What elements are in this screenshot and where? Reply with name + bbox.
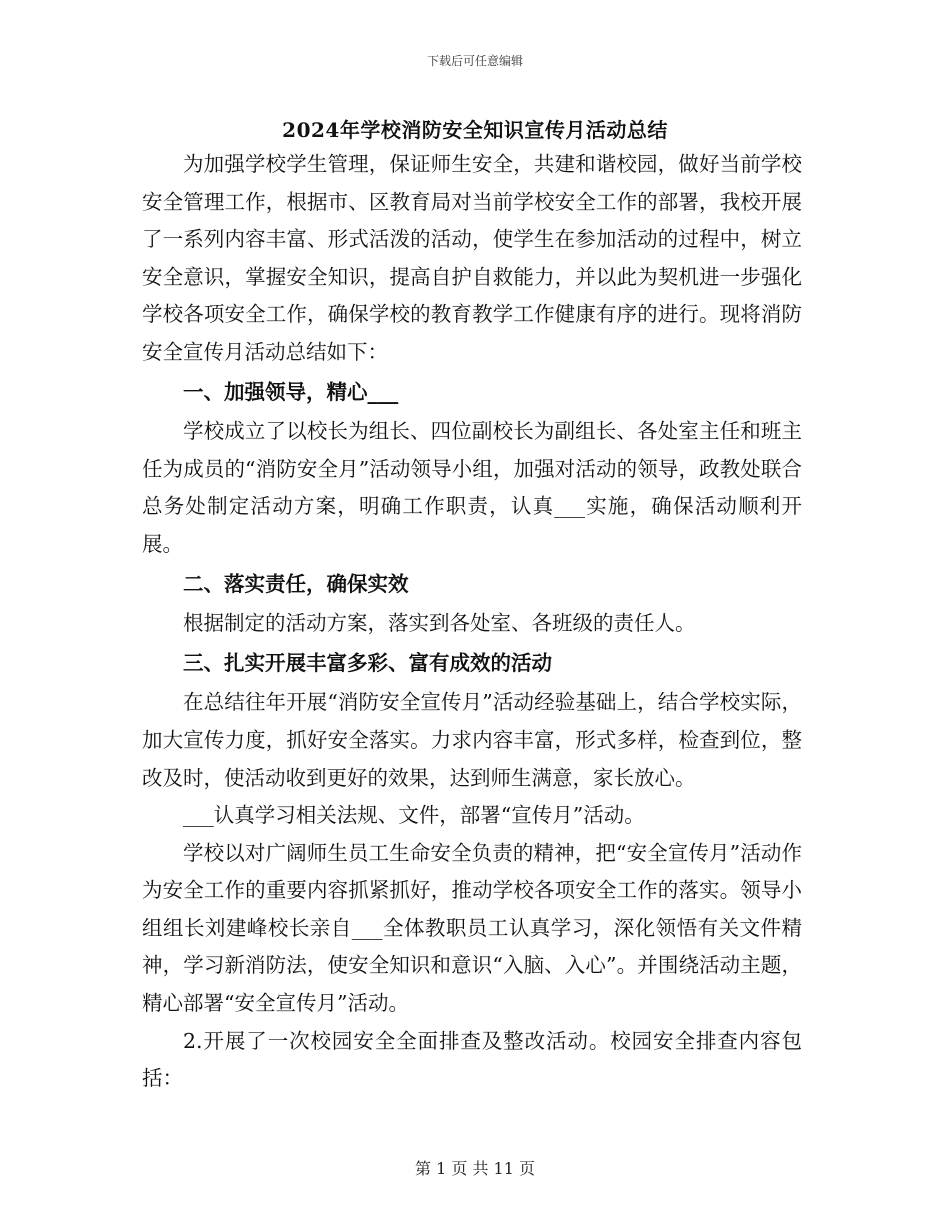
section-heading-1: 一、加强领导，精心___ xyxy=(183,379,399,404)
section-3-item-1-detail: 学校以对广阔师生员工生命安全负责的精神，把“安全宣传月”活动作为安全工作的重要内容抓紧抓好，推动学校各项安全工作的落实。领导小组组长刘建峰校长亲自___全体教职员工认真学习，深化领悟有关文件精神，学习新消防法，使安全知识和意识“入脑、入心”。并围绕活动主题，精心部署“安全宣传月”活动。 xyxy=(142,840,802,1016)
section-heading-2: 二、落实责任，确保实效 xyxy=(183,571,409,596)
intro-paragraph: 为加强学校学生管理，保证师生安全，共建和谐校园，做好当前学校安全管理工作，根据市、区教育局对当前学校安全工作的部署，我校开展了一系列内容丰富、形式活泼的活动，使学生在参加活动的过程中，树立安全意识，掌握安全知识，提高自护自救能力，并以此为契机进一步强化学校各项安全工作，确保学校的教育教学工作健康有序的进行。现将消防安全宣传月活动总结如下： xyxy=(142,152,802,364)
section-2-paragraph: 根据制定的活动方案，落实到各处室、各班级的责任人。 xyxy=(183,611,696,636)
section-3-item-2: 2.开展了一次校园安全全面排查及整改活动。校园安全排查内容包括： xyxy=(142,1028,802,1091)
document-body xyxy=(142,146,802,1098)
section-heading-3: 三、扎实开展丰富多彩、富有成效的活动 xyxy=(183,650,552,675)
header-note: 下载后可任意编辑 xyxy=(426,54,523,68)
page-footer: 第 1 页 共 11 页 xyxy=(415,1159,535,1178)
section-3-paragraph: 在总结往年开展“消防安全宣传月”活动经验基础上，结合学校实际，加大宣传力度，抓好安全落实。力求内容丰富，形式多样，检查到位，整改及时，使活动收到更好的效果，达到师生满意，家长放心。 xyxy=(142,690,802,790)
document-title: 2024年学校消防安全知识宣传月活动总结 xyxy=(282,118,668,142)
section-3-item-1: ___认真学习相关法规、文件，部署“宣传月”活动。 xyxy=(183,803,645,828)
section-1-paragraph: 学校成立了以校长为组长、四位副校长为副组长、各处室主任和班主任为成员的“消防安全月”活动领导小组，加强对活动的领导，政教处联合总务处制定活动方案，明确工作职责，认真___实施，确保活动顺利开展。 xyxy=(142,419,802,556)
